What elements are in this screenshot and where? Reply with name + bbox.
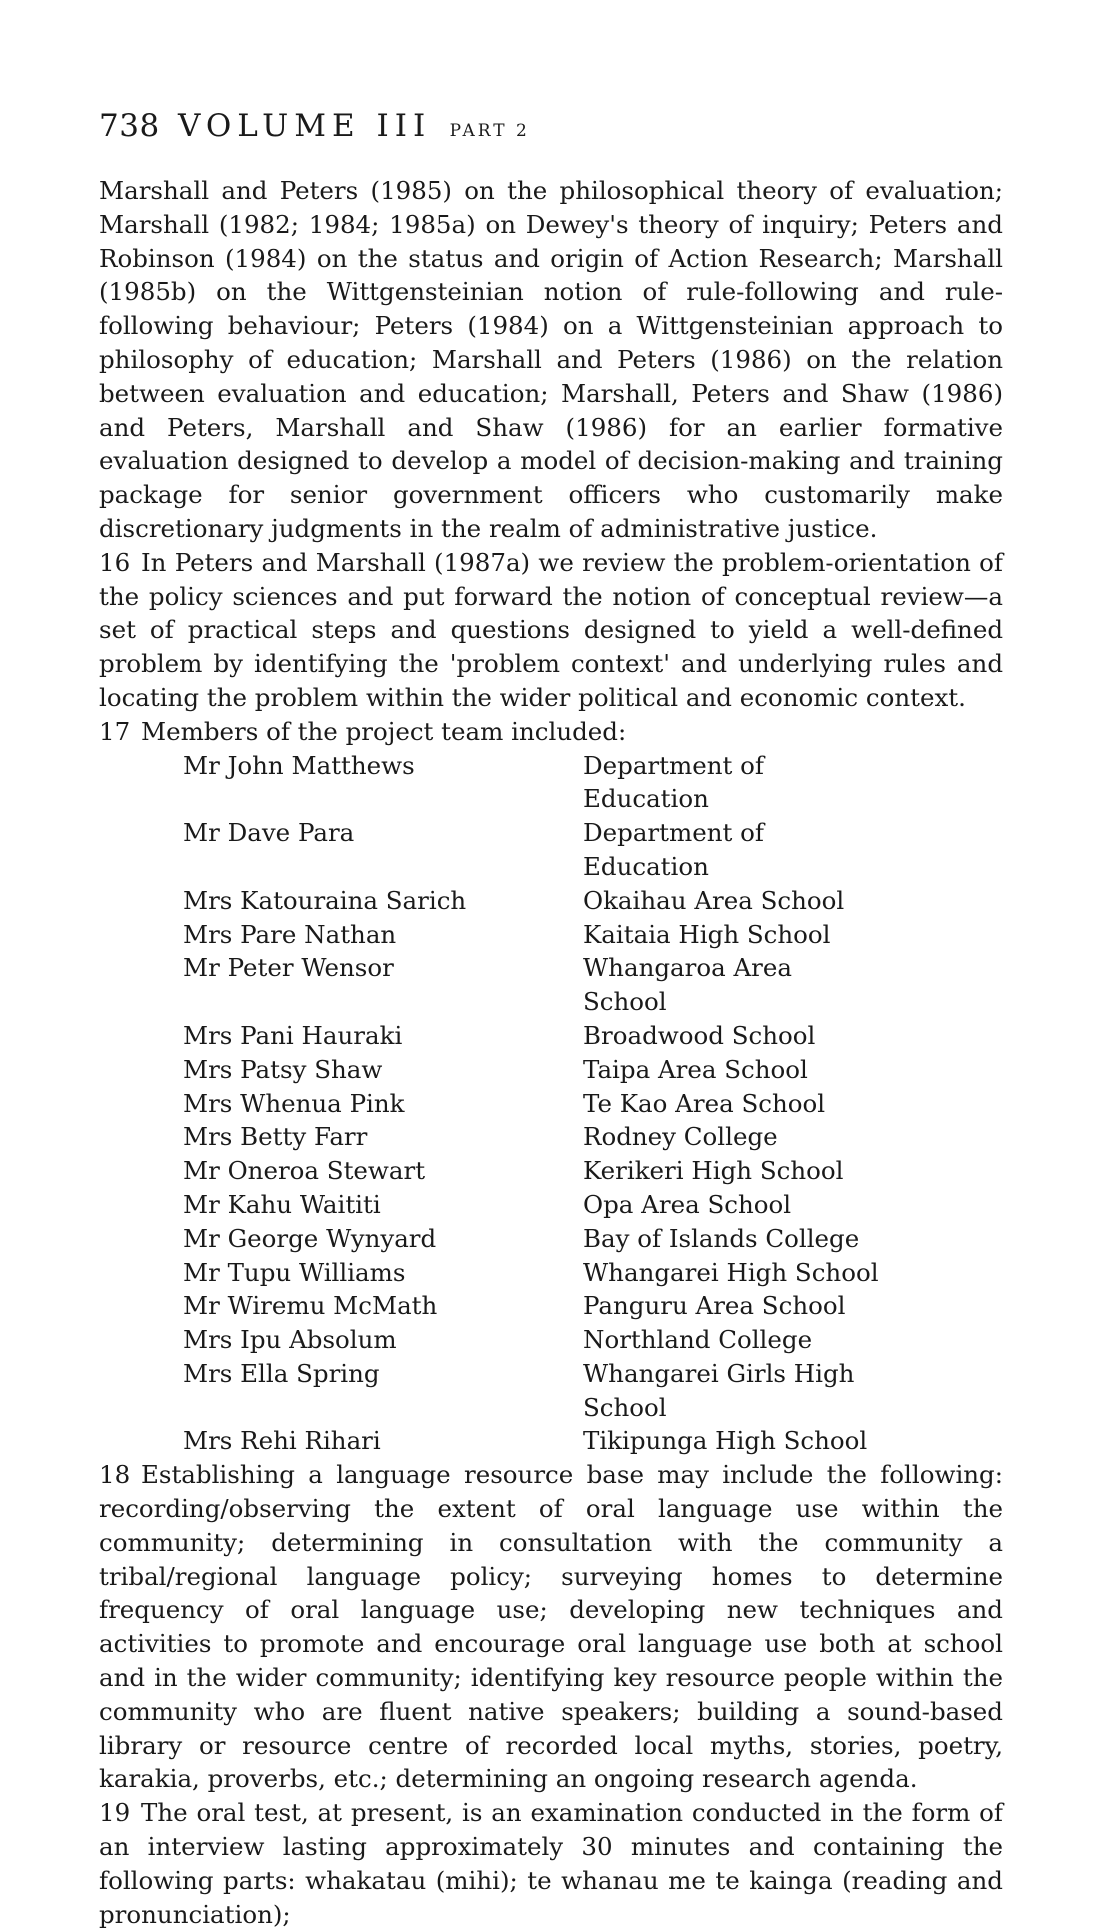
member-organisation: Whangarei High School: [583, 1257, 879, 1287]
project-team-list: [99, 749, 1003, 1459]
note-text: The oral test, at present, is an examination conducted in the form of an interview lasting approximately 30 minutes and containing the following parts: whakatau (mihi); te whanau me te kainga (reading and pronunciation);: [99, 1798, 1003, 1929]
team-member-row: [183, 749, 1003, 817]
note-16: [99, 546, 1003, 715]
member-organisation: Whangaroa Area School: [583, 953, 793, 1017]
member-organisation: Kaitaia High School: [583, 919, 831, 949]
member-name: Mr Wiremu McMath: [183, 1291, 438, 1321]
member-organisation: Northland College: [583, 1325, 813, 1355]
part-label: PART 2: [449, 121, 530, 141]
note-17: [99, 715, 1003, 749]
member-organisation: Broadwood School: [583, 1020, 816, 1050]
member-name: Mr Dave Para: [183, 818, 355, 848]
team-member-row: [183, 1019, 1003, 1053]
team-member-row: [183, 1188, 1003, 1222]
team-member-row: [183, 1154, 1003, 1188]
member-organisation: Taipa Area School: [583, 1054, 808, 1084]
team-member-row: [183, 951, 1003, 1019]
team-member-row: [183, 1424, 1003, 1458]
member-name: Mrs Pani Hauraki: [183, 1020, 403, 1050]
member-organisation: Kerikeri High School: [583, 1156, 844, 1186]
member-name: Mr Peter Wensor: [183, 953, 394, 983]
team-member-row: [183, 816, 1003, 884]
note-text: In Peters and Marshall (1987a) we review the problem-orientation of the policy sciences and put forward the notion of conceptual review—a set of practical steps and questions designed to yield a well-defined problem by identifying the 'problem context' and underlying rules and locating the problem within the wider political and economic context.: [99, 547, 1003, 712]
member-organisation: Tikipunga High School: [583, 1426, 868, 1456]
member-organisation: Panguru Area School: [583, 1291, 846, 1321]
member-name: Mr George Wynyard: [183, 1223, 437, 1253]
member-name: Mrs Pare Nathan: [183, 919, 397, 949]
member-organisation: Rodney College: [583, 1122, 778, 1152]
note-15-continuation: Marshall and Peters (1985) on the philosophical theory of evaluation; Marshall (1982; 1984; 1985a) on Dewey's theory of inquiry; Peters and Robinson (1984) on the status and origin of Action Research; Marshall (1985b) on the Wittgensteinian notion of rule-following and rule-following behaviour; Peters (1984) on a Wittgensteinian approach to philosophy of education; Marshall and Peters (1986) on the relation between evaluation and education; Marshall, Peters and Shaw (1986) and Peters, Marshall and Shaw (1986) for an earlier formative evaluation designed to develop a model of decision-making and training package for senior government officers who customarily make discretionary judgments in the realm of administrative justice.: [99, 176, 1003, 543]
team-member-row: [183, 1053, 1003, 1087]
team-member-row: [183, 1289, 1003, 1323]
note-number: 17: [99, 716, 131, 746]
member-organisation: Opa Area School: [583, 1189, 792, 1219]
member-name: Mrs Patsy Shaw: [183, 1054, 383, 1084]
member-organisation: Department of Education: [583, 818, 764, 881]
note-number: 16: [99, 547, 131, 577]
member-name: Mr Tupu Williams: [183, 1257, 406, 1287]
member-name: Mr John Matthews: [183, 750, 415, 780]
team-member-row: [183, 1222, 1003, 1256]
member-organisation: Bay of Islands College: [583, 1223, 860, 1253]
member-name: Mrs Ella Spring: [183, 1358, 380, 1388]
note-18: [99, 1458, 1003, 1796]
team-member-row: [183, 918, 1003, 952]
member-organisation: Te Kao Area School: [583, 1088, 826, 1118]
member-name: Mrs Ipu Absolum: [183, 1325, 397, 1355]
note-text: Establishing a language resource base may include the following: recording/observing the extent of oral language use within the community; determining in consultation with the community a tribal/regional language policy; surveying homes to determine frequency of oral language use; developing new techniques and activities to promote and encourage oral language use both at school and in the wider community; identifying key resource people within the community who are fluent native speakers; building a sound-based library or resource centre of recorded local myths, stories, poetry, karakia, proverbs, etc.; determining an ongoing research agenda.: [99, 1460, 1003, 1794]
member-name: Mrs Betty Farr: [183, 1122, 368, 1152]
note-number: 18: [99, 1460, 131, 1490]
member-organisation: Okaihau Area School: [583, 885, 845, 915]
team-member-row: [183, 884, 1003, 918]
team-member-row: [183, 1120, 1003, 1154]
note-19: [99, 1796, 1003, 1931]
team-member-row: [183, 1256, 1003, 1290]
page-number: 738: [99, 108, 160, 144]
member-name: Mrs Whenua Pink: [183, 1088, 405, 1118]
note-text: Members of the project team included:: [141, 716, 627, 746]
member-name: Mrs Katouraina Sarich: [183, 885, 467, 915]
member-organisation: Department of Education: [583, 750, 764, 814]
volume-label: VOLUME III: [178, 108, 432, 144]
team-member-row: [183, 1357, 1003, 1425]
notes-body: [99, 174, 1003, 1931]
note-number: 19: [99, 1798, 131, 1828]
member-name: Mr Oneroa Stewart: [183, 1156, 426, 1186]
team-member-row: [183, 1087, 1003, 1121]
member-name: Mr Kahu Waititi: [183, 1189, 381, 1219]
running-head: [99, 108, 530, 144]
member-name: Mrs Rehi Rihari: [183, 1426, 381, 1456]
team-member-row: [183, 1323, 1003, 1357]
member-organisation: Whangarei Girls High School: [583, 1358, 855, 1422]
